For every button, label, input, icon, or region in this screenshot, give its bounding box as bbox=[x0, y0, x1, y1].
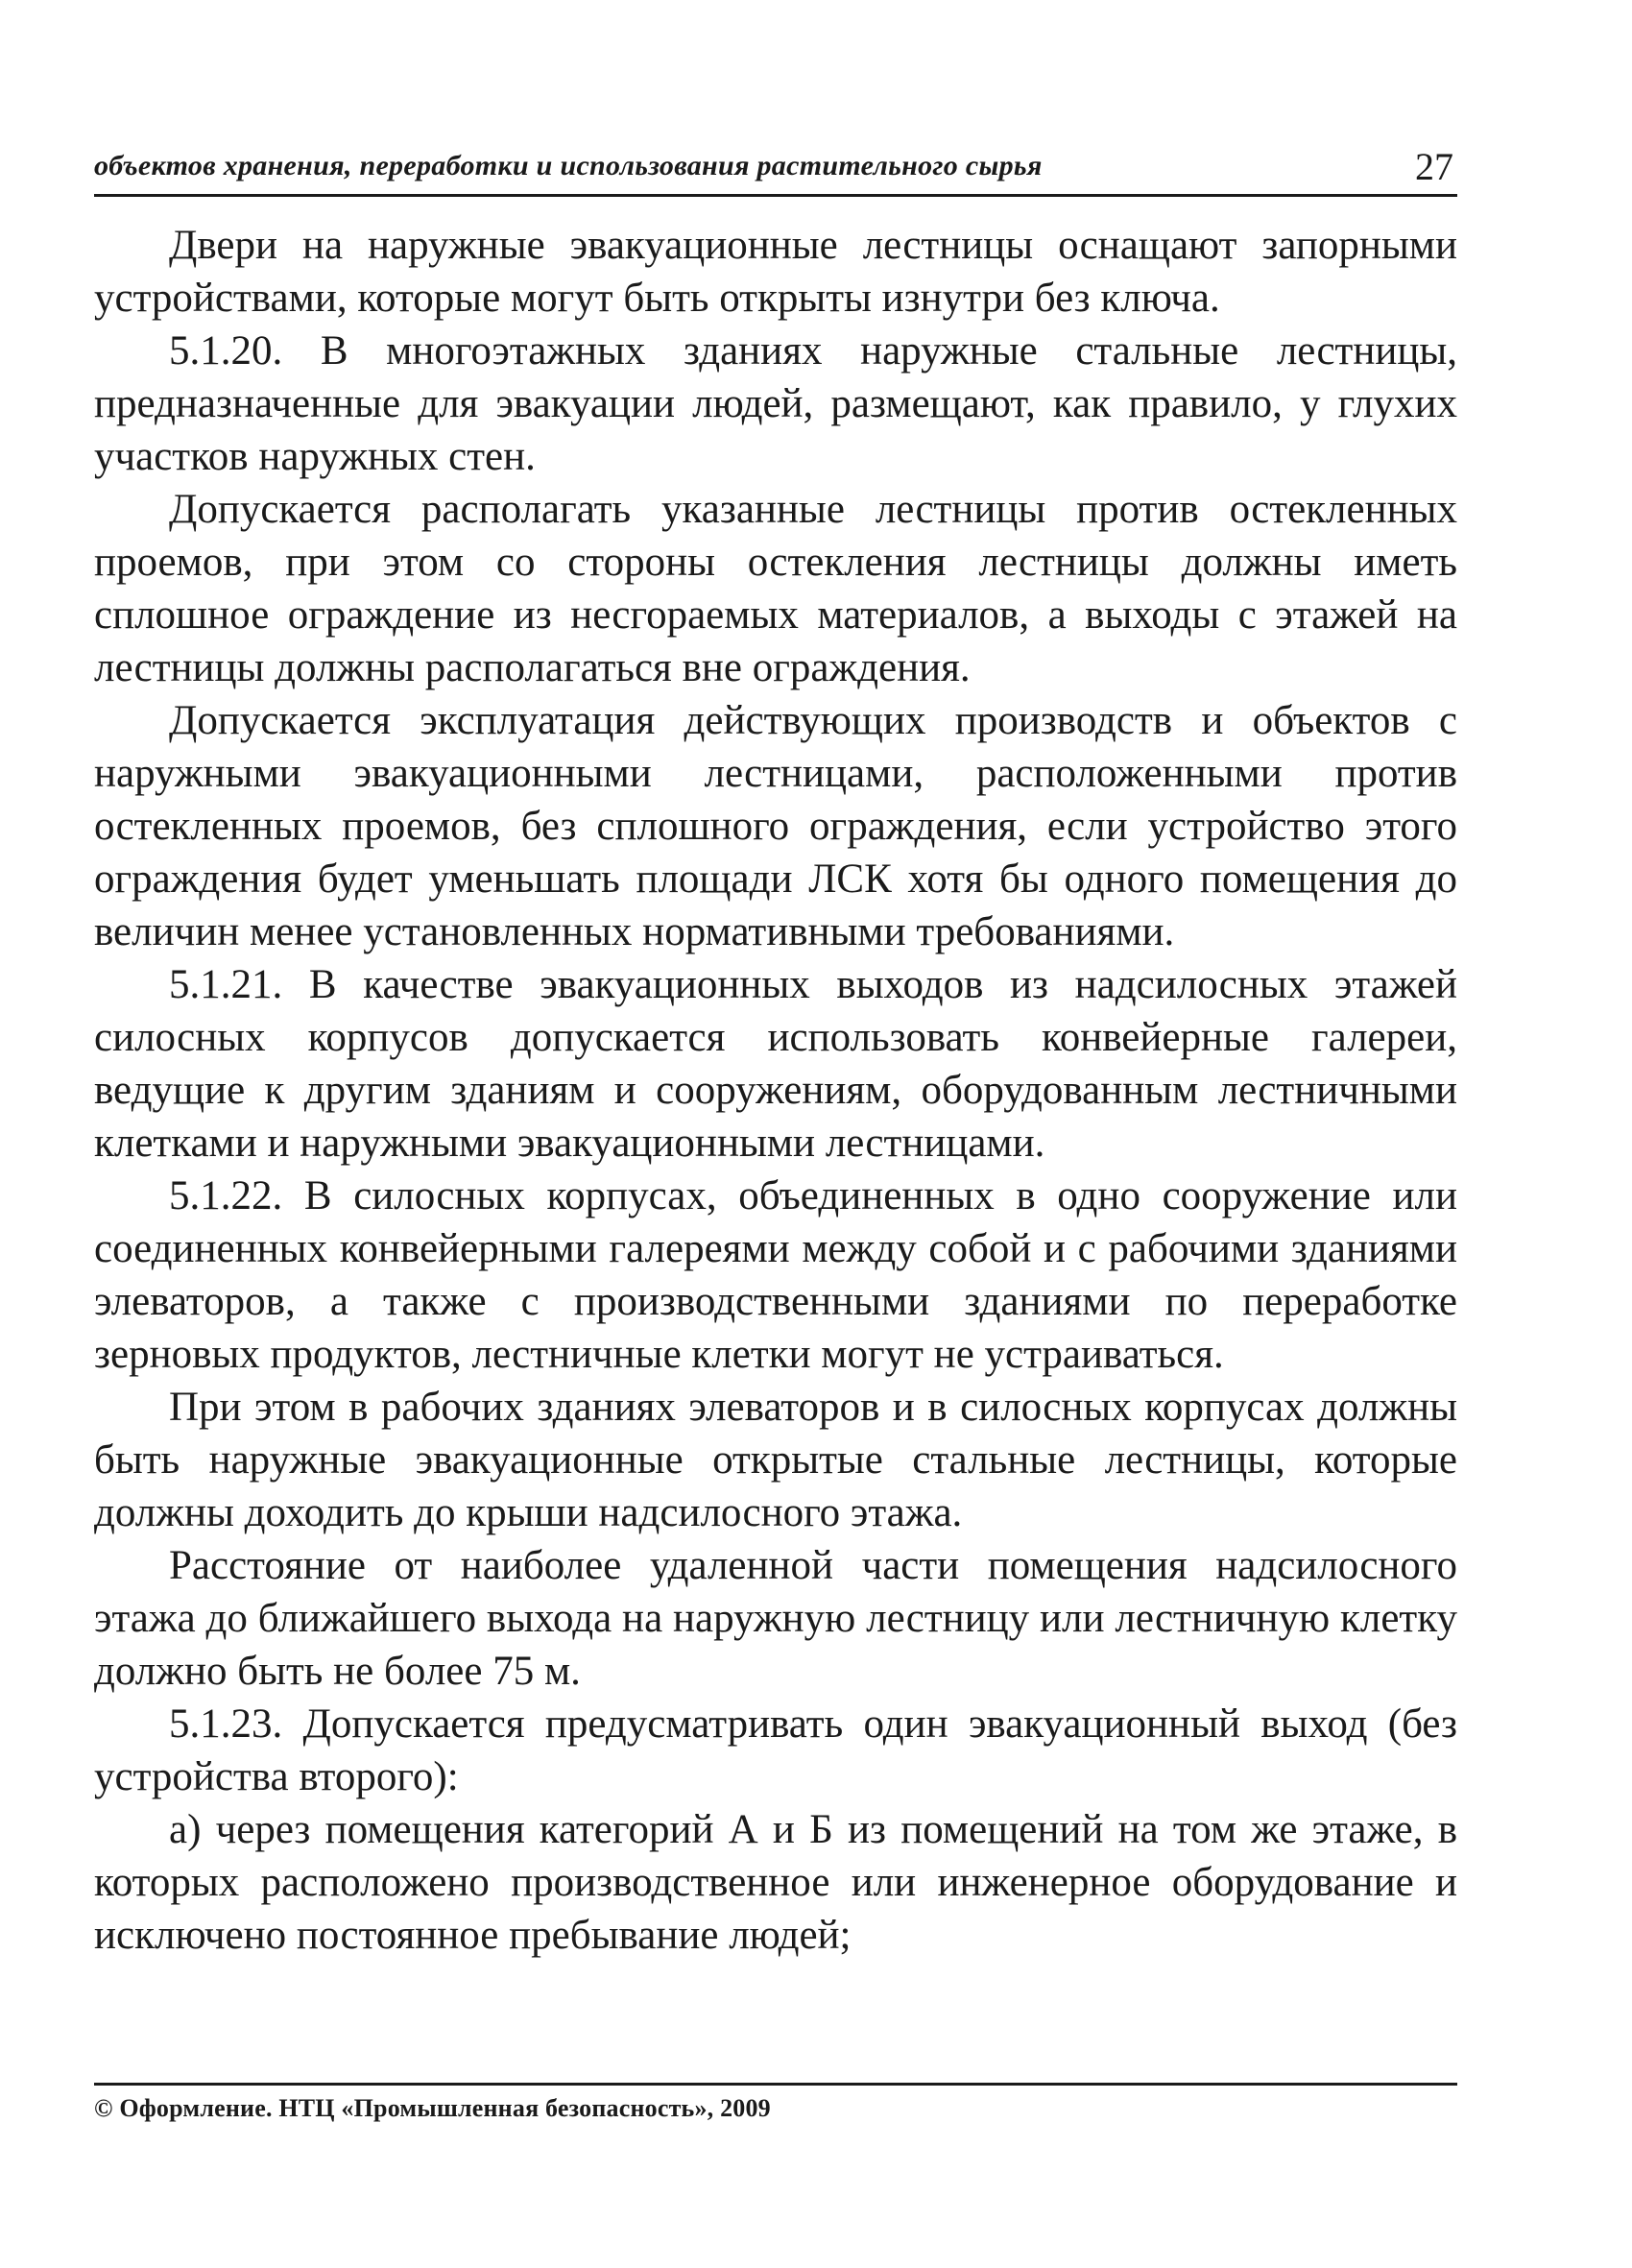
paragraph: 5.1.21. В качестве эвакуационных выходов из надсилосных этажей силосных корпусов допускается использовать конвейерные галереи, ведущие к другим зданиям и сооружениям, оборудованным лестничными клетками и наружными эвакуационными лестницами. bbox=[94, 962, 1457, 1166]
body-text bbox=[94, 219, 1457, 1962]
page-number: 27 bbox=[1415, 145, 1453, 188]
paragraph: а) через помещения категорий А и Б из помещений на том же этаже, в которых расположено производственное или инженерное оборудование и исключено постоянное пребывание людей; bbox=[94, 1807, 1457, 1958]
paragraph: Допускается располагать указанные лестницы против остекленных проемов, при этом со стороны остекления лестницы должны иметь сплошное ограждение из несгораемых материалов, а выходы с этажей на лестницы должны располагаться вне ограждения. bbox=[94, 487, 1457, 690]
footer-divider bbox=[94, 2083, 1457, 2086]
paragraph: 5.1.23. Допускается предусматривать один эвакуационный выход (без устройства второго): bbox=[94, 1701, 1457, 1799]
paragraph: 5.1.22. В силосных корпусах, объединенных в одно сооружение или соединенных конвейерными галереями между собой и с рабочими зданиями элеваторов, а также с производственными зданиями по переработке зерновых продуктов, лестничные клетки могут не устраиваться. bbox=[94, 1173, 1457, 1377]
paragraph: Расстояние от наиболее удаленной части помещения надсилосного этажа до ближайшего выхода на наружную лестницу или лестничную клетку должно быть не более 75 м. bbox=[94, 1543, 1457, 1694]
footer-copyright: © Оформление. НТЦ «Промышленная безопасность», 2009 bbox=[94, 2094, 771, 2122]
running-header bbox=[94, 144, 1457, 197]
paragraph: 5.1.20. В многоэтажных зданиях наружные стальные лестницы, предназначенные для эвакуации людей, размещают, как правило, у глухих участков наружных стен. bbox=[94, 328, 1457, 479]
paragraph: Допускается эксплуатация действующих производств и объектов с наружными эвакуационными лестницами, расположенными против остекленных проемов, без сплошного ограждения, если устройство этого ограждения будет уменьшать площади ЛСК хотя бы одного помещения до величин менее установленных нормативными требованиями. bbox=[94, 698, 1457, 954]
paragraph: Двери на наружные эвакуационные лестницы оснащают запорными устройствами, которые могут быть открыты изнутри без ключа. bbox=[94, 223, 1457, 321]
paragraph: При этом в рабочих зданиях элеваторов и в силосных корпусах должны быть наружные эвакуационные открытые стальные лестницы, которые должны доходить до крыши надсилосного этажа. bbox=[94, 1385, 1457, 1535]
running-header-title: объектов хранения, переработки и использования растительного сырья bbox=[94, 150, 1043, 181]
